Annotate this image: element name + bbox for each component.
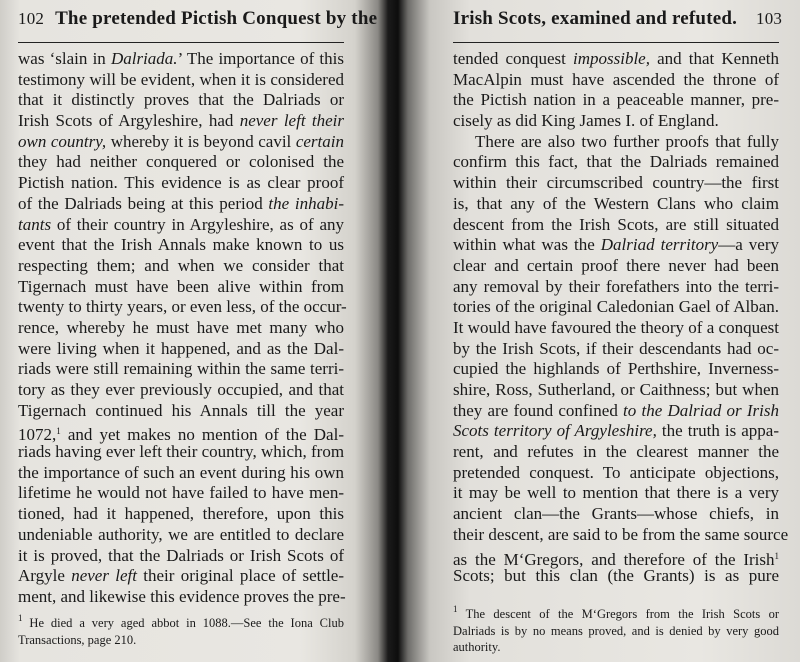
- text-segment: Scots; but this clan (the Grants) is as pure: [453, 566, 779, 586]
- footnote-line: [453, 623, 779, 640]
- text-segment: of their country in Argyleshire, as of any: [51, 214, 344, 234]
- text-segment: Tigernach continued his Annals till the year: [18, 400, 344, 420]
- text-line: [18, 587, 344, 608]
- text-line: [453, 277, 779, 298]
- footnote: [18, 610, 344, 648]
- text-segment: the Pictish nation in a peaceable manner, pre-: [453, 90, 779, 110]
- text-segment: it is proved, that the Dalriads or Irish Scots of: [18, 545, 344, 565]
- header-rule: [453, 42, 779, 43]
- footnote-marker: 1: [56, 426, 61, 437]
- italic-text: to the Dalriad or Irish: [623, 400, 779, 420]
- text-segment: as the M‘Gregors, and therefore of the Irish: [453, 549, 775, 569]
- italic-text: Dalriad territory: [600, 235, 719, 255]
- text-line: [453, 442, 779, 463]
- text-segment: cisely as did King James I. of England.: [453, 111, 719, 131]
- footnote-line: [453, 601, 779, 623]
- footnote-marker: 1: [453, 604, 458, 614]
- text-segment: ment, and likewise this evidence proves the pre-: [18, 586, 346, 606]
- text-segment: He died a very aged abbot in 1088.—See the Iona Club: [22, 616, 344, 630]
- text-segment: their original place of settle-: [136, 566, 345, 586]
- text-segment: There are also two further proofs that fully: [475, 131, 779, 151]
- text-line: [18, 339, 344, 360]
- text-segment: was ‘slain in: [18, 49, 111, 68]
- text-line: [18, 380, 344, 401]
- text-line: [18, 483, 344, 504]
- text-line: [18, 277, 344, 298]
- text-line: [453, 194, 779, 215]
- text-line: [453, 546, 779, 567]
- text-line: [453, 421, 779, 442]
- text-segment: confirm this fact, that the Dalriads remained: [453, 152, 779, 172]
- text-line: [18, 49, 344, 70]
- page-number: 102: [18, 9, 45, 28]
- text-line: [18, 90, 344, 111]
- text-segment: tories of the original Caledonian Gael of Alban.: [453, 297, 779, 317]
- text-line: [453, 111, 779, 132]
- text-line: [453, 359, 779, 380]
- text-segment: —a very: [718, 235, 779, 255]
- text-line: [18, 504, 344, 525]
- left-page: [18, 0, 378, 662]
- footnote-line: [453, 639, 779, 656]
- text-segment: event that the Irish Annals make known to us: [18, 235, 344, 255]
- text-segment: by the Irish Scots, if their descendants had oc-: [453, 338, 779, 358]
- text-segment: were living when it happened, and as the Dal-: [18, 338, 344, 358]
- text-segment: rent, and refutes in the clearest manner the: [453, 442, 779, 462]
- text-line: [18, 401, 344, 422]
- italic-text: never left: [71, 566, 137, 586]
- text-segment: respecting them; and when we consider that: [18, 255, 344, 275]
- text-segment: pretended conquest. To anticipate objections,: [453, 462, 779, 482]
- text-line: [453, 152, 779, 173]
- text-line: [18, 111, 344, 132]
- footnote-line: [18, 632, 344, 649]
- text-segment: Tigernach must have been alive within from: [18, 276, 344, 296]
- text-segment: and yet makes no mention of the Dal-: [60, 425, 344, 445]
- text-segment: It would have favoured the theory of a conquest: [453, 317, 779, 337]
- text-line: [18, 566, 344, 587]
- text-segment: within their circumscribed country—the first: [453, 173, 779, 193]
- text-segment: the importance of such an event during his own: [18, 462, 344, 482]
- text-line: [18, 421, 344, 445]
- text-segment: shire, Ross, Sutherland, or Caithness; but when: [453, 380, 779, 399]
- text-segment: testimony will be evident, when it is considered: [18, 69, 344, 89]
- text-segment: it may be well to mention that there is a very: [453, 483, 779, 503]
- text-line: [453, 339, 779, 360]
- text-line: [453, 215, 779, 236]
- text-segment: clear and certain proof there never had been: [453, 255, 779, 275]
- text-segment: cupied the highlands of Perthshire, Inverness-: [453, 359, 779, 379]
- text-segment: twenty to thirty years, or even less, of the occur-: [18, 297, 347, 317]
- text-line: [453, 70, 779, 91]
- text-segment: Dalriads is by no means proved, and is denied by very good: [453, 623, 779, 638]
- text-segment: they are found confined: [453, 400, 624, 420]
- text-line: [18, 546, 344, 567]
- running-head-right: [453, 8, 783, 34]
- text-line: [453, 173, 779, 194]
- text-line: [18, 463, 344, 484]
- italic-text: tants: [18, 214, 52, 234]
- text-line: [18, 173, 344, 194]
- text-segment: rence, whereby he must have met many who: [18, 317, 344, 337]
- text-line: [453, 524, 789, 546]
- body-text: [18, 49, 347, 608]
- text-line: [18, 318, 344, 339]
- text-segment: the truth is appa-: [656, 421, 780, 441]
- body-text: [453, 49, 789, 587]
- running-head-title: The pretended Pictish Conquest by the: [55, 8, 378, 29]
- text-line: [453, 318, 779, 339]
- text-line: [453, 504, 779, 525]
- text-segment: is, that any of the Western Clans who claim: [453, 193, 779, 213]
- text-segment: whereby it is beyond cavil: [106, 131, 296, 151]
- text-segment: any removal by their forefathers into the terri-: [453, 276, 779, 296]
- text-segment: Transactions, page 210.: [18, 632, 137, 647]
- text-segment: 1072,: [18, 425, 57, 445]
- text-line: [18, 235, 344, 256]
- text-line: [453, 235, 779, 256]
- header-rule: [18, 42, 344, 43]
- text-line: [18, 215, 344, 236]
- text-segment: they had neither conquered or colonised the: [18, 152, 344, 172]
- text-segment: ’ The importance of this: [177, 49, 344, 68]
- italic-text: the inhabi-: [268, 193, 344, 213]
- text-line: [18, 194, 344, 215]
- text-segment: tended conquest: [453, 49, 573, 68]
- text-line: [453, 380, 779, 401]
- text-segment: within what was the: [453, 235, 601, 255]
- text-segment: riads were still remaining within the same terri-: [18, 359, 344, 379]
- text-line: [453, 401, 779, 422]
- text-segment: and that Kenneth: [649, 49, 779, 68]
- italic-text: Scots territory of Argyleshire,: [453, 421, 657, 441]
- text-segment: lifetime he would not have failed to have men-: [18, 483, 344, 503]
- italic-text: certain: [295, 131, 344, 151]
- text-segment: riads having ever left their country, which, from: [18, 442, 345, 462]
- text-segment: MacAlpin must have ascended the throne of: [453, 69, 779, 89]
- text-segment: ancient clan—the Grants—whose chiefs, in: [453, 504, 779, 524]
- text-segment: Pictish nation. This evidence is as clear proof: [18, 173, 344, 193]
- text-line: [453, 256, 779, 277]
- text-segment: Irish Scots of Argyleshire, had: [18, 111, 240, 131]
- right-page: [453, 0, 789, 662]
- footnote-marker: 1: [774, 550, 779, 561]
- text-line: [453, 49, 779, 70]
- text-segment: The descent of the M‘Gregors from the Irish Scots or: [457, 607, 779, 621]
- text-line: [453, 90, 779, 111]
- italic-text: Dalriada.: [110, 49, 178, 68]
- text-line: [18, 132, 344, 153]
- text-line: [18, 525, 344, 546]
- text-segment: Argyle: [18, 566, 72, 586]
- italic-text: never left their: [239, 111, 344, 131]
- text-line: [18, 359, 344, 380]
- text-segment: undeniable authority, we are entitled to declare: [18, 524, 344, 544]
- text-line: [453, 297, 779, 318]
- text-line: [453, 463, 779, 484]
- text-line: [453, 483, 779, 504]
- italic-text: own country,: [18, 131, 107, 151]
- text-segment: tioned, had it happened, therefore, upon this: [18, 504, 344, 524]
- text-segment: of the Dalriads being at this period: [18, 193, 269, 213]
- text-line: [18, 442, 344, 463]
- text-line: [453, 132, 779, 153]
- page-number: 103: [756, 9, 783, 28]
- footnote-line: [18, 610, 344, 632]
- text-line: [18, 152, 344, 173]
- running-head-left: [18, 8, 378, 34]
- italic-text: impossible,: [573, 49, 650, 68]
- text-line: [453, 566, 779, 587]
- text-segment: that it distinctly proves that the Dalriads or: [18, 90, 344, 110]
- text-segment: their descent, are said to be from the same source: [453, 524, 789, 544]
- text-line: [18, 256, 344, 277]
- text-segment: descent from the Irish Scots, are still situated: [453, 214, 779, 234]
- text-line: [18, 297, 347, 318]
- footnote-marker: 1: [18, 613, 23, 623]
- footnote: [453, 601, 779, 656]
- text-segment: tory as they ever previously occupied, and that: [18, 380, 344, 399]
- text-line: [18, 70, 344, 91]
- text-segment: authority.: [453, 640, 501, 654]
- running-head-title: Irish Scots, examined and refuted.: [453, 8, 738, 29]
